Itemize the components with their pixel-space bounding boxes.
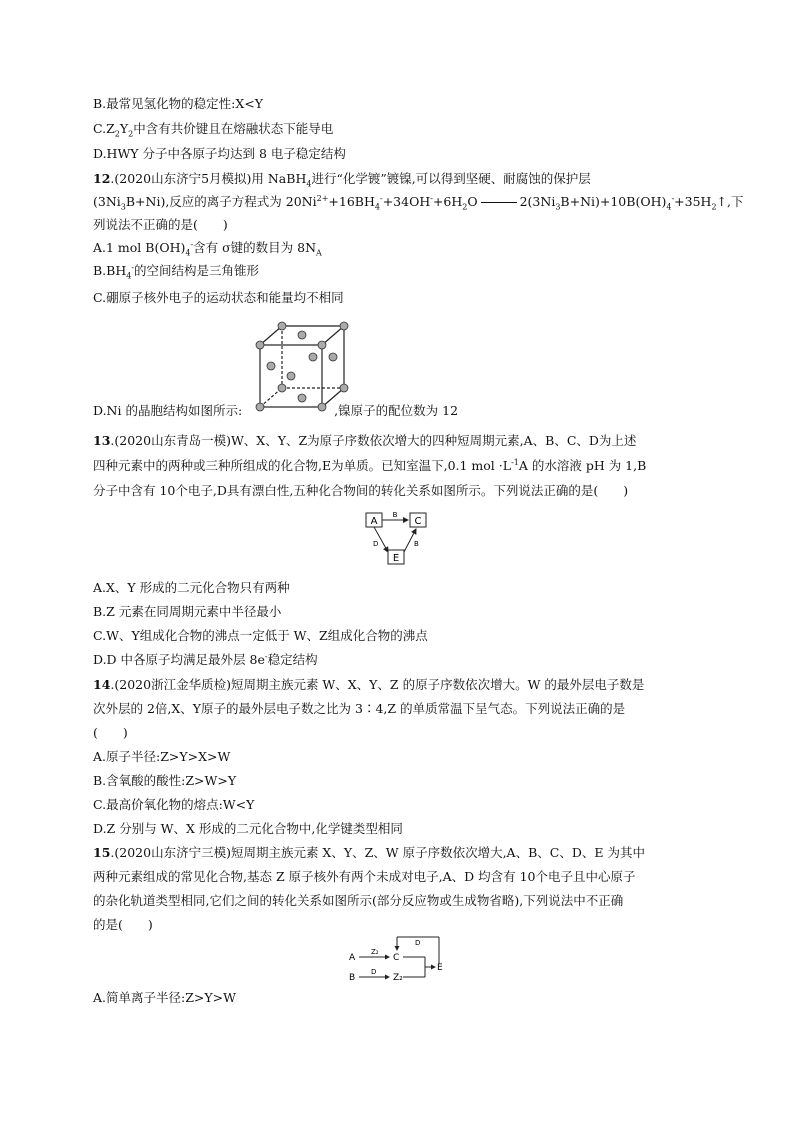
- q13-transformation-diagram: [362, 510, 438, 570]
- q15-stem-line1: 15.(2020山东济宁三模)短周期主族元素 X、Y、Z、W 原子序数依次增大,A、B、C、D、E 为其中: [93, 845, 645, 860]
- q14-option-d: D.Z 分别与 W、X 形成的二元化合物中,化学键类型相同: [93, 821, 403, 836]
- q12-option-b: $B.BH_4^-$的空间结构是三角锥形: [93, 262, 260, 281]
- q14-stem-line1: 14.(2020浙江金华质检)短周期主族元素 W、X、Y、Z 的原子序数依次增大。W 的最外层电子数是: [93, 677, 645, 692]
- node-c-label: C: [414, 516, 422, 527]
- q12-option-a: A.1 mol $B(OH)_4^-$含有 σ键的数目为 $8N_A$: [93, 239, 322, 258]
- q15-stem-line2: 两种元素组成的常见化合物,基态 Z 原子核外有两个未成对电子,A、D 均含有 10个电子且中心原子: [93, 869, 636, 884]
- node-e-label: E: [392, 553, 400, 564]
- q14-option-a: A.原子半径:Z>Y>X>W: [93, 749, 231, 764]
- q13-stem-line3: 分子中含有 10个电子,D具有漂白性,五种化合物间的转化关系如图所示。下列说法正确的是( ): [93, 483, 629, 498]
- arrow-b2-label: B: [414, 540, 419, 548]
- q14-stem-line3: ( ): [93, 725, 128, 740]
- q15-stem-line3: 的杂化轨道类型相同,它们之间的转化关系如图所示(部分反应物或生成物省略),下列说法中不正确: [93, 893, 624, 908]
- node-a-label: A: [370, 516, 378, 527]
- ni-crystal-cell-diagram: [252, 318, 352, 414]
- arrow-b-label: B: [392, 511, 398, 519]
- q12-option-c: C.硼原子核外电子的运动状态和能量均不相同: [93, 290, 344, 305]
- arrow-d-top-label: D: [415, 939, 421, 947]
- node-z2-label: Z₂: [393, 973, 403, 983]
- q12-option-d: D.Ni 的晶胞结构如图所示: ,镍原子的配位数为 12: [93, 403, 459, 418]
- q13-stem-line2: 四种元素中的两种或三种所组成的化合物,E为单质。已知室温下,0.1 mol $\cdot L^{-1}A$ 的水溶液 pH 为 1,B: [93, 457, 647, 473]
- q15-transformation-diagram: [345, 932, 450, 988]
- q13-stem-line1: 13.(2020山东青岛一模)W、X、Y、Z为原子序数依次增大的四种短周期元素,A、B、C、D为上述: [93, 433, 637, 448]
- equals-long-line: [481, 202, 517, 203]
- node-a-label: A: [349, 953, 356, 963]
- q13-option-c: C.W、Y组成化合物的沸点一定低于 W、Z组成化合物的沸点: [93, 628, 428, 643]
- arrow-d-label: D: [373, 540, 379, 548]
- q11-option-b: B.最常见氢化物的稳定性:X<Y: [93, 96, 263, 111]
- node-b-label: B: [349, 973, 356, 983]
- q14-option-c: C.最高价氧化物的熔点:W<Y: [93, 797, 255, 812]
- q14-stem-line2: 次外层的 2倍,X、Y原子的最外层电子数之比为 3∶4,Z 的单质常温下呈气态。下列说法正确的是: [93, 701, 626, 716]
- q13-option-a: A.X、Y 形成的二元化合物只有两种: [93, 580, 290, 595]
- q13-option-b: B.Z 元素在同周期元素中半径最小: [93, 604, 282, 619]
- q12-stem-line3: 列说法不正确的是( ): [93, 217, 228, 232]
- arrow-d-label: D: [371, 968, 377, 976]
- q11-option-c: $C.Z_2Y_2$中含有共价键且在熔融状态下能导电: [93, 121, 334, 139]
- q12-stem-line2: $(3Ni_3B+Ni)$,反应的离子方程式为 $20Ni^{2+}+16BH_4^-+34OH^-+6H_2O$ $2(3Ni_3B+Ni)+10B(OH)_4^-+35H_2↑$,下: [93, 193, 744, 212]
- q14-option-b: B.含氧酸的酸性:Z>W>Y: [93, 773, 237, 788]
- q15-option-a: A.简单离子半径:Z>Y>W: [93, 990, 236, 1005]
- arrow-z2-label: Z₂: [371, 948, 379, 956]
- q11-option-d: D.HWY 分子中各原子均达到 8 电子稳定结构: [93, 146, 346, 161]
- node-c-label: C: [393, 953, 400, 963]
- node-e-label: E: [437, 963, 443, 973]
- q13-option-d: D.D 中各原子均满足最外层 8e-稳定结构: [93, 651, 318, 667]
- q15-stem-line4: 的是( ): [93, 917, 153, 932]
- q12-stem-line1: 12.(2020山东济宁5月模拟)用 NaBH$_4$进行“化学镀”镀镍,可以得到坚硬、耐腐蚀的保护层: [93, 171, 591, 189]
